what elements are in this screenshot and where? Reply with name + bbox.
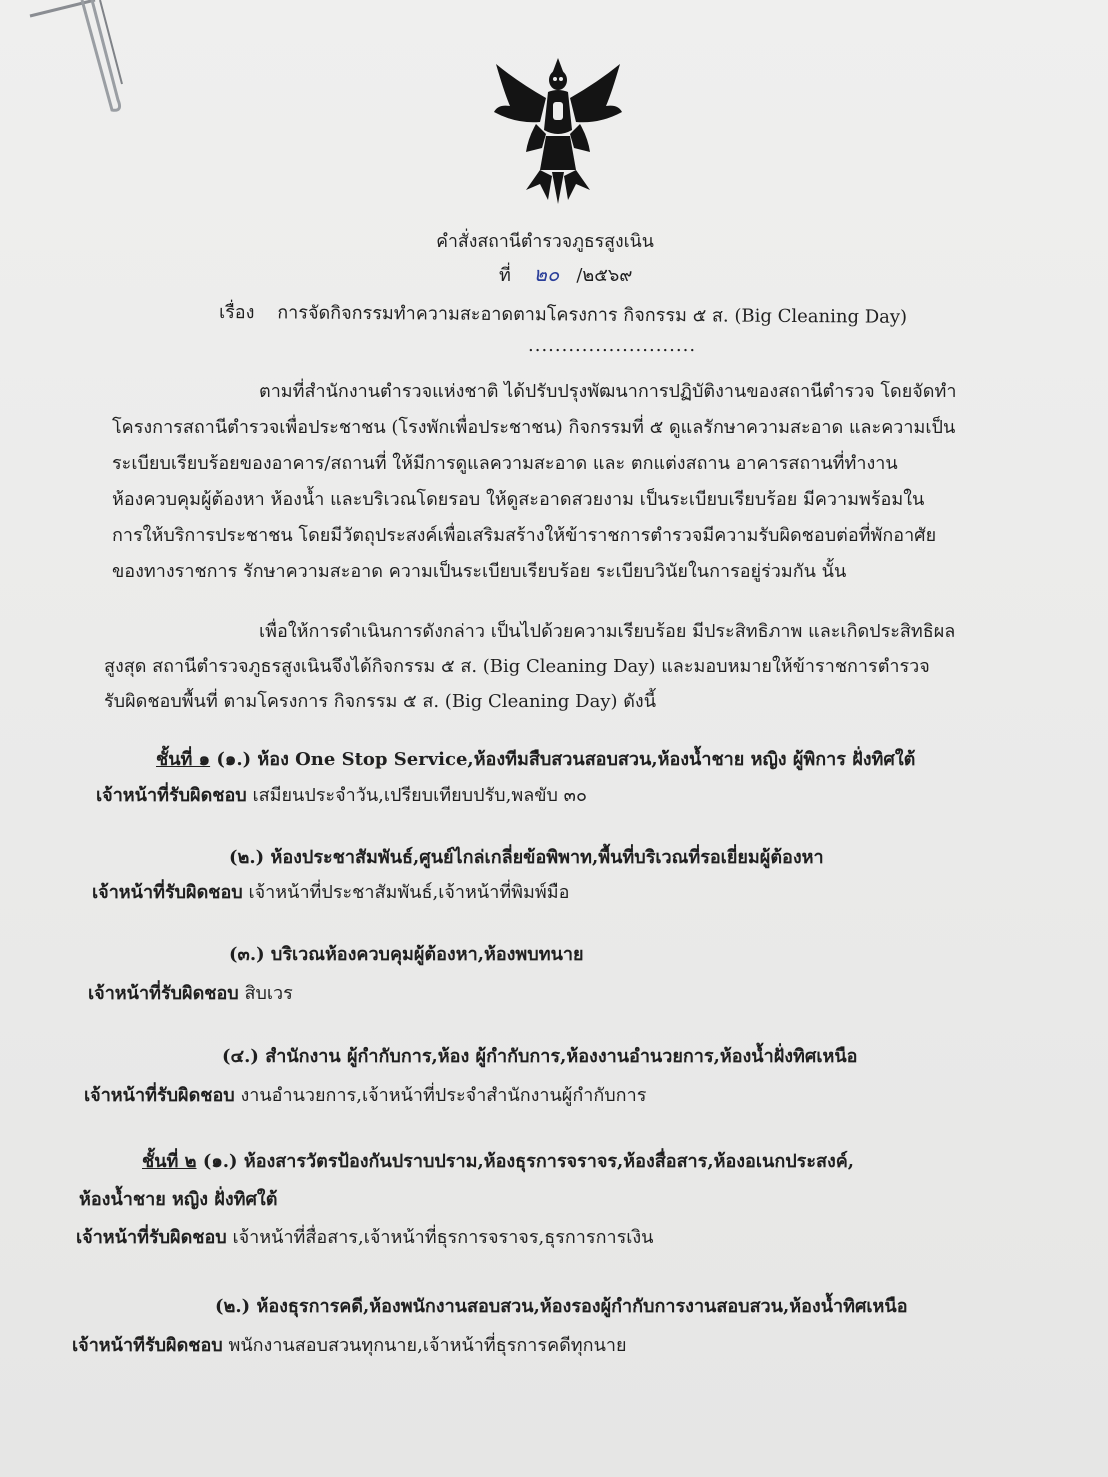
floor2-label: ชั้นที่ ๒ — [142, 1151, 197, 1172]
floor1-item2-staff — [92, 881, 569, 905]
responsible-label: เจ้าหน้าที่รับผิดชอบ — [76, 1227, 227, 1248]
subject-label: เรื่อง — [218, 302, 255, 324]
floor1-item4 — [222, 1045, 857, 1069]
item-area: ห้องสารวัตรป้องกันปราบปราม,ห้องธุรการจราจร,ห้องสื่อสาร,ห้องอเนกประสงค์, — [243, 1151, 855, 1172]
responsible-label: เจ้าหน้าที่รับผิดชอบ — [96, 785, 247, 806]
responsible-label: เจ้าหน้าที่รับผิดชอบ — [92, 882, 243, 903]
para1-line: ระเบียบเรียบร้อยของอาคาร/สถานที่ ให้มีการดูแลความสะอาด และ ตกแต่งสถาน อาคารสถานที่ทำงาน — [112, 453, 898, 474]
floor1-item1-staff — [96, 784, 587, 808]
item-number: (๓.) — [229, 944, 265, 965]
item-area: ห้องธุรการคดี,ห้องพนักงานสอบสวน,ห้องรองผู้กำกับการงานสอบสวน,ห้องน้ำทิศเหนือ — [256, 1296, 908, 1317]
para2-line: สูงสุด สถานีตำรวจภูธรสูงเนินจึงได้กิจกรรม ๕ ส. (Big Cleaning Day) และมอบหมายให้ข้าราชการตำรวจ — [104, 656, 930, 677]
item-area: ห้อง One Stop Service,ห้องทีมสืบสวนสอบสวน,ห้องน้ำชาย หญิง ผู้พิการ ฝั่งทิศใต้ — [257, 749, 916, 770]
responsible-label: เจ้าหน้าที่รับผิดชอบ — [84, 1085, 235, 1106]
subject-line — [219, 301, 907, 330]
floor2-item1-staff — [76, 1226, 653, 1250]
para1-line: ห้องควบคุมผู้ต้องหา ห้องน้ำ และบริเวณโดยรอบ ให้ดูสะอาดสวยงาม เป็นระเบียบเรียบร้อย มีความพร้อมใน — [112, 489, 925, 510]
item-number: (๒.) — [215, 1296, 251, 1317]
order-number — [499, 262, 633, 288]
item-number: (๑.) — [202, 1151, 238, 1172]
paperclip-icon — [0, 0, 220, 120]
floor1-item4-staff — [84, 1084, 646, 1108]
floor2-item2-staff — [72, 1334, 627, 1358]
floor1-item1 — [156, 748, 915, 772]
item-area: บริเวณห้องควบคุมผู้ต้องหา,ห้องพบทนาย — [270, 944, 584, 965]
floor1-label: ชั้นที่ ๑ — [156, 749, 211, 770]
item-number: (๔.) — [222, 1046, 259, 1067]
staff-list: เสมียนประจำวัน,เปรียบเทียบปรับ,พลขับ ๓๐ — [252, 785, 587, 806]
floor2-item2 — [215, 1295, 908, 1319]
staff-list: เจ้าหน้าที่ประชาสัมพันธ์,เจ้าหน้าที่พิมพ์มือ — [248, 882, 570, 903]
staff-list: งานอำนวยการ,เจ้าหน้าที่ประจำสำนักงานผู้กำกับการ — [240, 1085, 647, 1106]
item-area: สำนักงาน ผู้กำกับการ,ห้อง ผู้กำกับการ,ห้องงานอำนวยการ,ห้องน้ำฝั่งทิศเหนือ — [265, 1046, 858, 1067]
para1-line: ตามที่สำนักงานตำรวจแห่งชาติ ได้ปรับปรุงพัฒนาการปฏิบัติงานของสถานีตำรวจ โดยจัดทำ — [259, 381, 957, 402]
para1-line: ของทางราชการ รักษาความสะอาด ความเป็นระเบียบเรียบร้อย ระเบียบวินัยในการอยู่ร่วมกัน นั้น — [112, 561, 847, 582]
header-divider: ......................... — [528, 335, 697, 356]
item-area: ห้องประชาสัมพันธ์,ศูนย์ไกล่เกลี่ยข้อพิพาท,พื้นที่บริเวณที่รอเยี่ยมผู้ต้องหา — [270, 847, 824, 868]
para1-line: โครงการสถานีตำรวจเพื่อประชาชน (โรงพักเพื่อประชาชน) กิจกรรมที่ ๕ ดูแลรักษาความสะอาด และความเป็น — [112, 417, 956, 438]
responsible-label: เจ้าหน้าที่รับผิดชอบ — [88, 983, 239, 1004]
floor2-item1 — [142, 1150, 854, 1174]
floor1-item3 — [229, 943, 584, 967]
subject-text: การจัดกิจกรรมทำความสะอาดตามโครงการ กิจกรรม ๕ ส. (Big Cleaning Day) — [277, 302, 908, 328]
responsible-label: เจ้าหน้าทีรับผิดชอบ — [72, 1335, 223, 1356]
floor1-item2 — [229, 846, 824, 870]
item-number: (๒.) — [229, 847, 265, 868]
staff-list: พนักงานสอบสวนทุกนาย,เจ้าหน้าที่ธุรการคดีทุกนาย — [228, 1335, 627, 1356]
staff-list: เจ้าหน้าที่สื่อสาร,เจ้าหน้าที่ธุรการจราจร,ธุรการการเงิน — [232, 1227, 654, 1248]
floor2-item1-area-cont: ห้องน้ำชาย หญิง ฝั่งทิศใต้ — [79, 1189, 278, 1210]
garuda-emblem-icon — [490, 52, 626, 208]
number-handwritten: ๒๐ — [533, 262, 560, 286]
staff-list: สิบเวร — [244, 983, 293, 1004]
item-number: (๑.) — [216, 749, 252, 770]
para2-line: เพื่อให้การดำเนินการดังกล่าว เป็นไปด้วยความเรียบร้อย มีประสิทธิภาพ และเกิดประสิทธิผล — [259, 621, 956, 642]
floor1-item3-staff — [88, 982, 293, 1006]
para1-line: การให้บริการประชาชน โดยมีวัตถุประสงค์เพื่อเสริมสร้างให้ข้าราชการตำรวจมีความรับผิดชอบต่อที่พักอาศัย — [112, 525, 937, 546]
para2-line: รับผิดชอบพื้นที่ ตามโครงการ กิจกรรม ๕ ส. (Big Cleaning Day) ดังนี้ — [104, 691, 657, 712]
number-prefix: ที่ — [499, 265, 511, 286]
order-title: คำสั่งสถานีตำรวจภูธรสูงเนิน — [436, 231, 654, 252]
number-suffix: /๒๕๖๙ — [576, 265, 633, 286]
